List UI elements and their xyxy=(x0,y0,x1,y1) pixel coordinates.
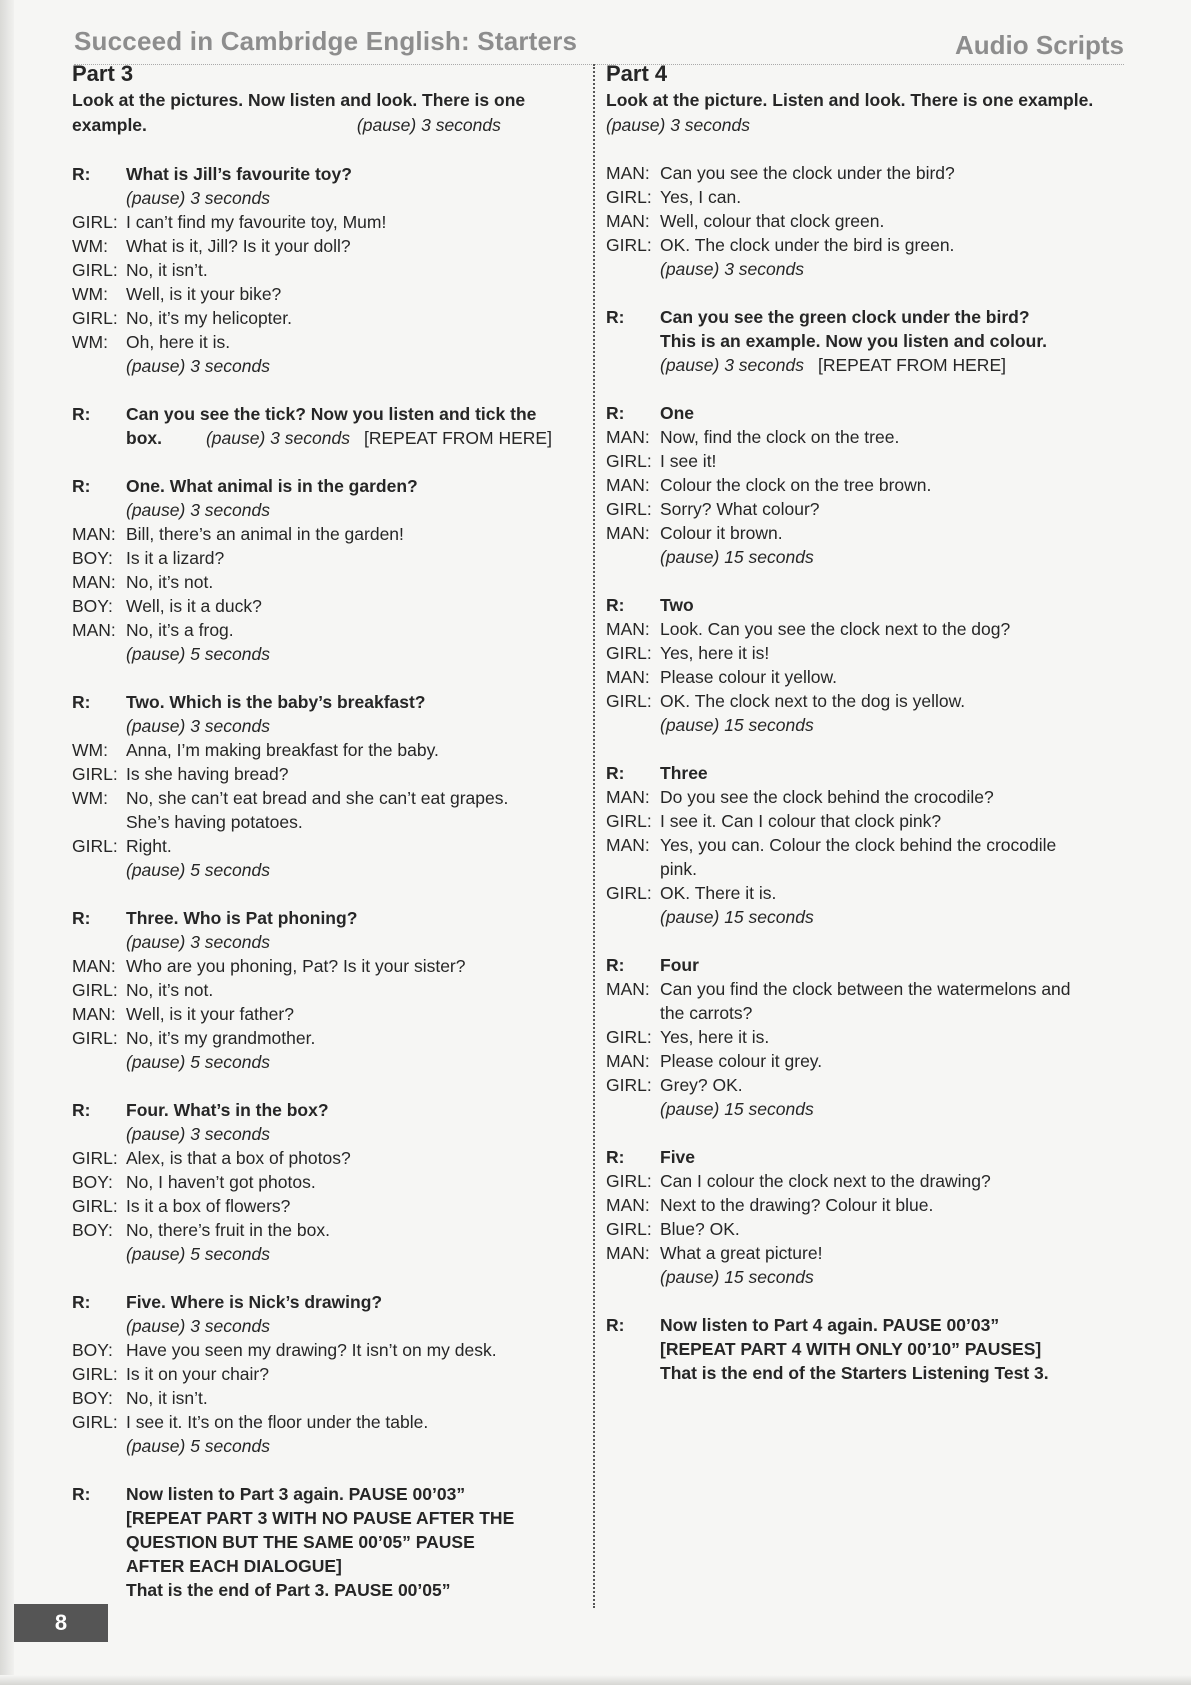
pause-note: (pause) 15 seconds xyxy=(660,907,814,927)
speaker: GIRL: xyxy=(72,1148,118,1168)
speaker: MAN: xyxy=(606,475,650,495)
dialogue-text: Bill, there’s an animal in the garden! xyxy=(126,524,404,544)
pause-note: (pause) 3 seconds xyxy=(126,356,270,376)
dialogue-text: Yes, I can. xyxy=(660,187,742,207)
question-text: Four. What’s in the box? xyxy=(126,1100,329,1120)
speaker: GIRL: xyxy=(606,1219,652,1239)
question-text: Five. Where is Nick’s drawing? xyxy=(126,1292,383,1312)
dialogue-line xyxy=(606,521,1126,545)
dialogue-line xyxy=(606,233,1126,257)
instruction-text: Can you see the green clock under the bird? xyxy=(660,307,1030,327)
speaker: GIRL: xyxy=(606,691,652,711)
speaker: MAN: xyxy=(606,427,650,447)
dialogue-text: I can’t find my favourite toy, Mum! xyxy=(126,212,387,232)
question-number: Three xyxy=(660,763,708,783)
dialogue-line xyxy=(72,282,592,306)
part-3-column xyxy=(72,60,592,1602)
part-3-example xyxy=(72,162,592,378)
speaker: MAN: xyxy=(606,979,650,999)
question-number: Two xyxy=(660,595,694,615)
speaker: GIRL: xyxy=(606,1027,652,1047)
dialogue-line xyxy=(606,161,1126,185)
part-4-column xyxy=(606,60,1126,1385)
part-3-question-2 xyxy=(72,690,592,882)
speaker: GIRL: xyxy=(606,643,652,663)
page-number-badge: 8 xyxy=(14,1604,108,1642)
dialogue-text: Is it a box of flowers? xyxy=(126,1196,291,1216)
page-edge-shadow xyxy=(0,0,14,1685)
r-line xyxy=(72,1290,592,1314)
speaker: BOY: xyxy=(72,1340,113,1360)
question-text: What is Jill’s favourite toy? xyxy=(126,164,352,184)
instruction-continuation: QUESTION BUT THE SAME 00’05” PAUSE xyxy=(126,1532,475,1552)
dialogue-text: Blue? OK. xyxy=(660,1219,740,1239)
dialogue-continuation: the carrots? xyxy=(660,1003,753,1023)
part-4-question-4 xyxy=(606,953,1126,1121)
dialogue-line xyxy=(72,234,592,258)
r-line xyxy=(72,1098,592,1122)
dialogue-text: I see it. Can I colour that clock pink? xyxy=(660,811,942,831)
r-line xyxy=(606,593,1126,617)
dialogue-text: What a great picture! xyxy=(660,1243,823,1263)
dialogue-line xyxy=(606,1193,1126,1217)
r-line xyxy=(606,401,1126,425)
dialogue-text: Do you see the clock behind the crocodile? xyxy=(660,787,994,807)
speaker: GIRL: xyxy=(606,187,652,207)
speaker-r: R: xyxy=(72,692,91,712)
part-4-title: Part 4 xyxy=(606,61,668,86)
r-line xyxy=(72,906,592,930)
section-title: Audio Scripts xyxy=(954,30,1124,60)
dialogue-line xyxy=(606,497,1126,521)
speaker: GIRL: xyxy=(606,235,652,255)
dialogue-text: OK. The clock next to the dog is yellow. xyxy=(660,691,966,711)
r-line xyxy=(72,1482,592,1506)
dialogue-line xyxy=(72,570,592,594)
dialogue-line xyxy=(72,522,592,546)
dialogue-line xyxy=(606,1217,1126,1241)
pause-note: (pause) 3 seconds xyxy=(126,500,270,520)
column-divider xyxy=(593,64,595,1608)
dialogue-line xyxy=(606,473,1126,497)
dialogue-line xyxy=(72,954,592,978)
dialogue-line xyxy=(606,833,1126,857)
part-4-end-instructions xyxy=(606,1313,1126,1385)
dialogue-text: Grey? OK. xyxy=(660,1075,743,1095)
dialogue-text: Right. xyxy=(126,836,172,856)
speaker: GIRL: xyxy=(72,1196,118,1216)
pause-note: (pause) 3 seconds xyxy=(660,259,804,279)
dialogue-line xyxy=(606,689,1126,713)
speaker-r: R: xyxy=(72,1484,91,1504)
speaker: GIRL: xyxy=(606,1075,652,1095)
part-3-intro xyxy=(72,88,592,138)
instruction-continuation: That is the end of the Starters Listening Test 3. xyxy=(660,1363,1049,1383)
dialogue-text: Now, find the clock on the tree. xyxy=(660,427,900,447)
dialogue-text: Can you see the clock under the bird? xyxy=(660,163,955,183)
pause-note: (pause) 3 seconds xyxy=(126,1316,270,1336)
dialogue-continuation: She’s having potatoes. xyxy=(126,812,303,832)
page-bottom-shadow xyxy=(0,1675,1191,1685)
dialogue-line xyxy=(72,546,592,570)
speaker: MAN: xyxy=(606,619,650,639)
r-line xyxy=(72,690,592,714)
dialogue-text: Yes, here it is. xyxy=(660,1027,770,1047)
speaker-r: R: xyxy=(72,164,91,184)
dialogue-line xyxy=(72,1338,592,1362)
dialogue-text: No, it’s my helicopter. xyxy=(126,308,292,328)
dialogue-line xyxy=(72,738,592,762)
part-4-question-1 xyxy=(606,401,1126,569)
dialogue-line xyxy=(606,1049,1126,1073)
speaker-r: R: xyxy=(72,404,91,424)
speaker: BOY: xyxy=(72,596,113,616)
speaker: BOY: xyxy=(72,548,113,568)
part-4-example-instruction xyxy=(606,305,1126,377)
dialogue-text: OK. There it is. xyxy=(660,883,777,903)
instruction-continuation: This is an example. Now you listen and colour. xyxy=(660,331,1048,351)
dialogue-line xyxy=(72,762,592,786)
speaker: BOY: xyxy=(72,1172,113,1192)
part-3-intro-pause: (pause) 3 seconds xyxy=(356,115,501,135)
pause-note: (pause) 3 seconds xyxy=(205,428,350,448)
dialogue-text: Next to the drawing? Colour it blue. xyxy=(660,1195,934,1215)
instruction-continuation: [REPEAT PART 3 WITH NO PAUSE AFTER THE xyxy=(126,1508,515,1528)
speaker: MAN: xyxy=(606,1051,650,1071)
dialogue-text: Is it a lizard? xyxy=(126,548,225,568)
question-text: Two. Which is the baby’s breakfast? xyxy=(126,692,426,712)
speaker-r: R: xyxy=(72,908,91,928)
dialogue-continuation: pink. xyxy=(660,859,697,879)
r-line xyxy=(72,162,592,186)
part-3-question-3 xyxy=(72,906,592,1074)
speaker: MAN: xyxy=(606,1195,650,1215)
dialogue-text: No, it isn’t. xyxy=(126,1388,208,1408)
dialogue-text: Have you seen my drawing? It isn’t on my desk. xyxy=(126,1340,497,1360)
dialogue-line xyxy=(72,1410,592,1434)
repeat-note: [REPEAT FROM HERE] xyxy=(817,355,1006,375)
instruction-text: Now listen to Part 3 again. PAUSE 00’03” xyxy=(126,1484,466,1504)
speaker: GIRL: xyxy=(72,1364,118,1384)
speaker: MAN: xyxy=(72,620,116,640)
question-number: Five xyxy=(660,1147,696,1167)
dialogue-text: I see it. It’s on the floor under the table. xyxy=(126,1412,429,1432)
speaker: GIRL: xyxy=(72,764,118,784)
dialogue-line xyxy=(606,1169,1126,1193)
speaker: GIRL: xyxy=(72,212,118,232)
speaker: MAN: xyxy=(72,524,116,544)
part-3-title: Part 3 xyxy=(72,61,134,86)
dialogue-line xyxy=(72,1002,592,1026)
dialogue-text: Well, colour that clock green. xyxy=(660,211,885,231)
dialogue-line xyxy=(72,618,592,642)
dialogue-text: Who are you phoning, Pat? Is it your sister? xyxy=(126,956,466,976)
instruction-text: Now listen to Part 4 again. PAUSE 00’03” xyxy=(660,1315,1000,1335)
speaker-r: R: xyxy=(72,1100,91,1120)
dialogue-text: Anna, I’m making breakfast for the baby. xyxy=(126,740,439,760)
dialogue-line xyxy=(72,786,592,810)
dialogue-line xyxy=(606,209,1126,233)
speaker-r: R: xyxy=(606,307,625,327)
pause-note: (pause) 5 seconds xyxy=(126,1244,270,1264)
dialogue-line xyxy=(606,809,1126,833)
speaker: MAN: xyxy=(606,1243,650,1263)
question-number: One xyxy=(660,403,695,423)
speaker: GIRL: xyxy=(606,1171,652,1191)
page-header xyxy=(74,24,1124,65)
instruction-continuation xyxy=(72,426,592,450)
dialogue-text: Please colour it grey. xyxy=(660,1051,823,1071)
instruction-text: Can you see the tick? Now you listen and tick the xyxy=(126,404,537,424)
speaker-r: R: xyxy=(606,403,625,423)
dialogue-line xyxy=(606,1241,1126,1265)
speaker: GIRL: xyxy=(606,811,652,831)
dialogue-text: Colour it brown. xyxy=(660,523,783,543)
dialogue-line xyxy=(72,1146,592,1170)
dialogue-line xyxy=(72,978,592,1002)
dialogue-line xyxy=(606,1073,1126,1097)
dialogue-text: No, she can’t eat bread and she can’t eat grapes. xyxy=(126,788,509,808)
pause-note: (pause) 3 seconds xyxy=(126,1124,270,1144)
speaker: MAN: xyxy=(72,956,116,976)
dialogue-line xyxy=(72,1386,592,1410)
speaker: MAN: xyxy=(606,211,650,231)
part-4-example xyxy=(606,161,1126,281)
speaker: GIRL: xyxy=(72,1412,118,1432)
dialogue-text: Well, is it your bike? xyxy=(126,284,282,304)
part-3-question-1 xyxy=(72,474,592,666)
speaker: BOY: xyxy=(72,1220,113,1240)
dialogue-text: OK. The clock under the bird is green. xyxy=(660,235,955,255)
dialogue-text: No, I haven’t got photos. xyxy=(126,1172,316,1192)
dialogue-text: Look. Can you see the clock next to the dog? xyxy=(660,619,1011,639)
pause-note: (pause) 5 seconds xyxy=(126,644,270,664)
r-line xyxy=(606,1145,1126,1169)
dialogue-text: No, it’s not. xyxy=(126,572,214,592)
repeat-note: [REPEAT FROM HERE] xyxy=(363,428,552,448)
speaker: MAN: xyxy=(72,572,116,592)
pause-note: (pause) 3 seconds xyxy=(660,355,804,375)
dialogue-line xyxy=(606,1025,1126,1049)
question-number: Four xyxy=(660,955,699,975)
speaker: MAN: xyxy=(72,1004,116,1024)
speaker: WM: xyxy=(72,788,108,808)
pause-note: (pause) 3 seconds xyxy=(126,188,270,208)
instruction-continuation: [REPEAT PART 4 WITH ONLY 00’10” PAUSES] xyxy=(660,1339,1042,1359)
part-4-question-3 xyxy=(606,761,1126,929)
dialogue-line xyxy=(606,185,1126,209)
part-3-tick-instruction xyxy=(72,402,592,450)
speaker-r: R: xyxy=(606,955,625,975)
speaker-r: R: xyxy=(606,1315,625,1335)
speaker: MAN: xyxy=(606,787,650,807)
dialogue-line xyxy=(72,1170,592,1194)
r-line xyxy=(72,402,592,426)
dialogue-text: Colour the clock on the tree brown. xyxy=(660,475,932,495)
dialogue-line xyxy=(72,1194,592,1218)
dialogue-line xyxy=(606,449,1126,473)
dialogue-line xyxy=(606,977,1126,1001)
book-title: Succeed in Cambridge English: Starters xyxy=(74,26,578,56)
pause-note: (pause) 15 seconds xyxy=(660,715,814,735)
dialogue-text: Well, is it a duck? xyxy=(126,596,262,616)
speaker: BOY: xyxy=(72,1388,113,1408)
speaker: WM: xyxy=(72,236,108,256)
question-text: One. What animal is in the garden? xyxy=(126,476,418,496)
dialogue-line xyxy=(606,641,1126,665)
speaker: GIRL: xyxy=(72,260,118,280)
dialogue-text: Yes, here it is! xyxy=(660,643,770,663)
speaker: WM: xyxy=(72,284,108,304)
part-3-intro-text: Look at the pictures. Now listen and look. There is one example. xyxy=(72,90,526,135)
r-line xyxy=(606,761,1126,785)
speaker: MAN: xyxy=(606,667,650,687)
dialogue-line xyxy=(72,594,592,618)
speaker-r: R: xyxy=(606,1147,625,1167)
dialogue-text: No, it’s not. xyxy=(126,980,214,1000)
speaker: GIRL: xyxy=(72,836,118,856)
dialogue-text: No, it’s a frog. xyxy=(126,620,234,640)
part-4-intro-pause: (pause) 3 seconds xyxy=(606,115,750,135)
pause-note: (pause) 15 seconds xyxy=(660,1099,814,1119)
speaker: MAN: xyxy=(606,163,650,183)
dialogue-line xyxy=(72,834,592,858)
speaker: WM: xyxy=(72,740,108,760)
r-line xyxy=(606,305,1126,329)
part-4-intro: Look at the picture. Listen and look. There is one example. xyxy=(606,90,1094,110)
speaker: MAN: xyxy=(606,835,650,855)
dialogue-text: Oh, here it is. xyxy=(126,332,231,352)
dialogue-line xyxy=(606,425,1126,449)
speaker: GIRL: xyxy=(606,499,652,519)
r-line xyxy=(606,1313,1126,1337)
speaker-r: R: xyxy=(606,763,625,783)
pause-note: (pause) 5 seconds xyxy=(126,1436,270,1456)
instruction-continuation xyxy=(606,353,1126,377)
dialogue-text: Alex, is that a box of photos? xyxy=(126,1148,351,1168)
speaker-r: R: xyxy=(606,595,625,615)
dialogue-text: Is she having bread? xyxy=(126,764,289,784)
dialogue-text: Well, is it your father? xyxy=(126,1004,294,1024)
part-3-question-4 xyxy=(72,1098,592,1266)
r-line xyxy=(72,474,592,498)
instruction-continuation: That is the end of Part 3. PAUSE 00’05” xyxy=(126,1580,451,1600)
dialogue-text: Can you find the clock between the watermelons and xyxy=(660,979,1071,999)
dialogue-text: Sorry? What colour? xyxy=(660,499,820,519)
pause-note: (pause) 3 seconds xyxy=(126,932,270,952)
r-line xyxy=(606,953,1126,977)
dialogue-line xyxy=(72,1362,592,1386)
dialogue-text: Can I colour the clock next to the drawing? xyxy=(660,1171,991,1191)
part-3-end-instructions xyxy=(72,1482,592,1602)
pause-note: (pause) 15 seconds xyxy=(660,1267,814,1287)
speaker: GIRL: xyxy=(72,308,118,328)
dialogue-line xyxy=(606,617,1126,641)
speaker: GIRL: xyxy=(606,883,652,903)
dialogue-text: Is it on your chair? xyxy=(126,1364,269,1384)
dialogue-text: Please colour it yellow. xyxy=(660,667,838,687)
part-3-question-5 xyxy=(72,1290,592,1458)
dialogue-text: Yes, you can. Colour the clock behind the crocodile xyxy=(660,835,1057,855)
question-text: Three. Who is Pat phoning? xyxy=(126,908,358,928)
part-4-question-2 xyxy=(606,593,1126,737)
dialogue-line xyxy=(606,785,1126,809)
dialogue-line xyxy=(72,210,592,234)
dialogue-text: I see it! xyxy=(660,451,717,471)
part-4-question-5 xyxy=(606,1145,1126,1289)
dialogue-line xyxy=(606,665,1126,689)
speaker-r: R: xyxy=(72,476,91,496)
pause-note: (pause) 5 seconds xyxy=(126,1052,270,1072)
speaker: GIRL: xyxy=(606,451,652,471)
dialogue-line xyxy=(72,258,592,282)
dialogue-text: No, it’s my grandmother. xyxy=(126,1028,316,1048)
speaker-r: R: xyxy=(72,1292,91,1312)
dialogue-line xyxy=(72,306,592,330)
dialogue-line xyxy=(72,330,592,354)
instruction-text: box. xyxy=(126,428,162,448)
pause-note: (pause) 5 seconds xyxy=(126,860,270,880)
pause-note: (pause) 15 seconds xyxy=(660,547,814,567)
speaker: GIRL: xyxy=(72,980,118,1000)
dialogue-text: No, there’s fruit in the box. xyxy=(126,1220,330,1240)
dialogue-text: No, it isn’t. xyxy=(126,260,208,280)
dialogue-text: What is it, Jill? Is it your doll? xyxy=(126,236,351,256)
dialogue-line xyxy=(72,1218,592,1242)
speaker: WM: xyxy=(72,332,108,352)
speaker: GIRL: xyxy=(72,1028,118,1048)
dialogue-line xyxy=(606,881,1126,905)
pause-note: (pause) 3 seconds xyxy=(126,716,270,736)
speaker: MAN: xyxy=(606,523,650,543)
dialogue-line xyxy=(72,1026,592,1050)
instruction-continuation: AFTER EACH DIALOGUE] xyxy=(126,1556,342,1576)
